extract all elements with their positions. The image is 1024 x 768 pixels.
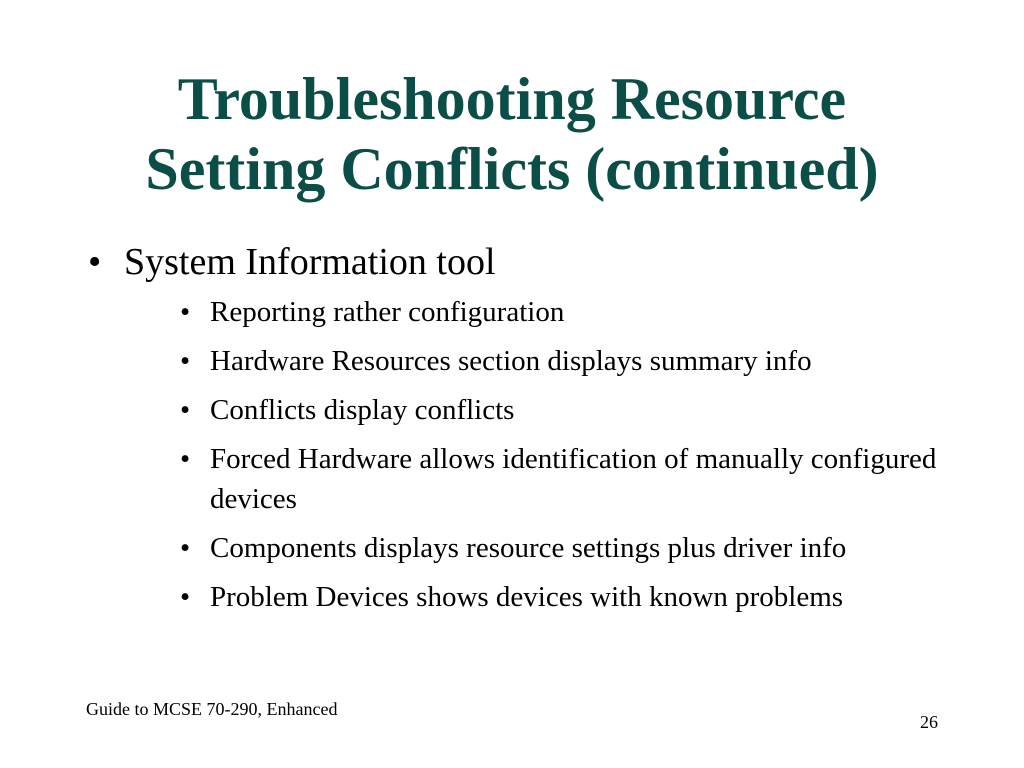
sub-bullet	[170, 577, 964, 617]
sub-bullet-text: Reporting rather configuration	[210, 296, 565, 328]
slide-title	[60, 64, 964, 204]
page-number: 26	[920, 712, 938, 732]
bullet-dot-icon: •	[88, 241, 102, 283]
sub-bullet-text: Problem Devices shows devices with known problems	[210, 581, 844, 613]
sub-bullet	[170, 439, 964, 519]
bullet-dot-icon: •	[180, 443, 191, 475]
bullet-dot-icon: •	[180, 581, 191, 613]
sub-bullet	[170, 390, 964, 430]
bullet-dot-icon: •	[180, 394, 191, 426]
sub-bullet	[170, 341, 964, 381]
footer-text: Guide to MCSE 70-290, Enhanced	[86, 699, 338, 719]
bullet-list	[84, 240, 964, 626]
sub-bullet	[170, 292, 964, 332]
sub-bullet-text: Forced Hardware allows identification of manually configured devices	[210, 443, 937, 515]
bullet-dot-icon: •	[180, 532, 191, 564]
slide-title-line-1: Troubleshooting Resource	[177, 66, 847, 132]
sub-bullet-list	[170, 292, 964, 617]
sub-bullet	[170, 528, 964, 568]
sub-bullet-text: Conflicts display conflicts	[210, 394, 515, 426]
main-bullet-text: System Information tool	[124, 241, 496, 283]
sub-bullet-text: Components displays resource settings plus driver info	[210, 532, 847, 564]
main-bullet	[84, 240, 964, 617]
bullet-dot-icon: •	[180, 345, 191, 377]
slide-title-line-2: Setting Conflicts (continued)	[145, 136, 879, 202]
sub-bullet-text: Hardware Resources section displays summary info	[210, 345, 812, 377]
bullet-dot-icon: •	[180, 296, 191, 328]
